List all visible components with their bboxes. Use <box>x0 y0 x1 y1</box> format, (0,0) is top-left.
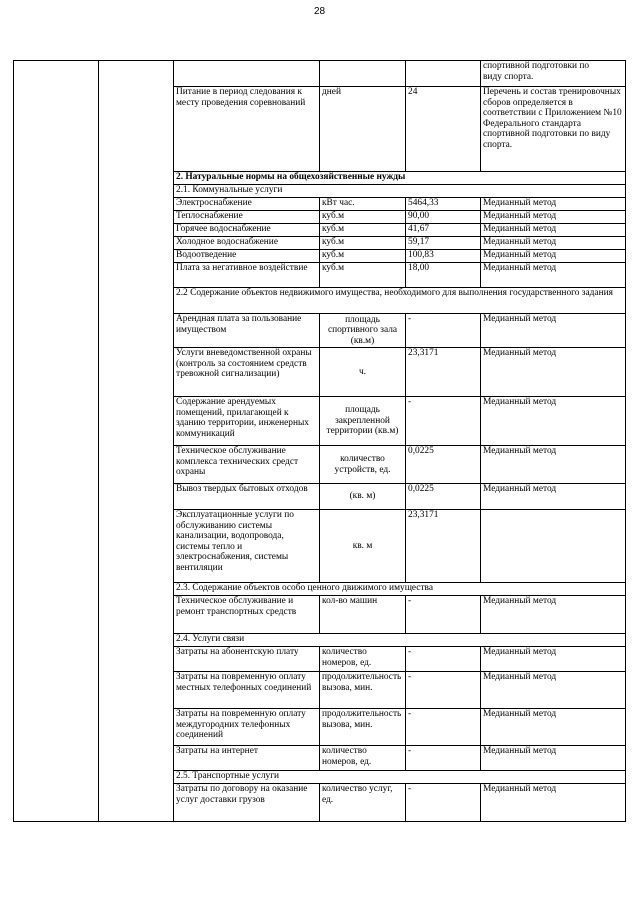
empty-column-cell <box>14 61 99 822</box>
section-title: 2. Натуральные нормы на общехозяйственные нужды <box>174 172 626 185</box>
item-method: Медианный метод <box>481 672 626 709</box>
item-method: Медианный метод <box>481 596 626 634</box>
item-name: Затраты на повременную оплату местных телефонных соединений <box>174 672 320 709</box>
item-value: 41,67 <box>406 224 481 237</box>
item-name: Содержание арендуемых помещений, прилагающей к зданию территории, инженерных коммуникаций <box>174 397 320 446</box>
item-name: Теплоснабжение <box>174 211 320 224</box>
page-number: 28 <box>313 6 326 17</box>
item-unit: кол-во машин <box>320 596 406 634</box>
item-value: - <box>406 709 481 746</box>
item-value: 23,3171 <box>406 510 481 583</box>
item-unit: кв. м <box>320 510 406 583</box>
item-name: Затраты по договору на оказание услуг доставки грузов <box>174 784 320 822</box>
item-unit: количество номеров, ед. <box>320 746 406 771</box>
empty-column-cell <box>99 61 174 822</box>
item-unit: (кв. м) <box>320 484 406 510</box>
item-value: - <box>406 314 481 348</box>
item-value: 100,83 <box>406 250 481 263</box>
item-value: - <box>406 784 481 822</box>
item-unit: количество номеров, ед. <box>320 647 406 672</box>
item-unit: продолжительность вызова, мин. <box>320 709 406 746</box>
item-value: 24 <box>406 87 481 172</box>
item-method: Медианный метод <box>481 198 626 211</box>
item-name: Водоотведение <box>174 250 320 263</box>
item-method: Медианный метод <box>481 224 626 237</box>
item-value: 0,0225 <box>406 446 481 484</box>
item-method: Медианный метод <box>481 250 626 263</box>
item-unit: площадь спортивного зала (кв.м) <box>320 314 406 348</box>
item-name: Плата за негативное воздействие <box>174 263 320 288</box>
item-method: Медианный метод <box>481 709 626 746</box>
item-name: Эксплуатационные услуги по обслуживанию системы канализации, водопровода, системы тепло и электроснабжения, системы вентиляции <box>174 510 320 583</box>
item-value: 5464,33 <box>406 198 481 211</box>
subsection-title: 2.1. Коммунальные услуги <box>174 185 626 198</box>
item-name: Затраты на интернет <box>174 746 320 771</box>
item-method: Медианный метод <box>481 348 626 397</box>
item-method: Медианный метод <box>481 237 626 250</box>
item-name: Арендная плата за пользование имуществом <box>174 314 320 348</box>
item-unit: куб.м <box>320 224 406 237</box>
item-method <box>481 510 626 583</box>
item-method: Медианный метод <box>481 446 626 484</box>
item-name: Электроснабжение <box>174 198 320 211</box>
item-name: Питание в период следования к месту проведения соревнований <box>174 87 320 172</box>
item-value: 90,00 <box>406 211 481 224</box>
item-value: - <box>406 647 481 672</box>
item-method: Медианный метод <box>481 211 626 224</box>
item-value: - <box>406 672 481 709</box>
item-method: Медианный метод <box>481 314 626 348</box>
item-name: Техническое обслуживание и ремонт транспортных средств <box>174 596 320 634</box>
item-name: Техническое обслуживание комплекса технических средст охраны <box>174 446 320 484</box>
item-value: - <box>406 746 481 771</box>
item-unit: дней <box>320 87 406 172</box>
item-unit: кВт час. <box>320 198 406 211</box>
item-method: Медианный метод <box>481 263 626 288</box>
item-name: Затраты на абонентскую плату <box>174 647 320 672</box>
table-row <box>14 61 626 87</box>
item-name: Услуги вневедомственной охраны (контроль за состоянием средств тревожной сигнализации) <box>174 348 320 397</box>
item-unit: куб.м <box>320 263 406 288</box>
item-unit: количество услуг, ед. <box>320 784 406 822</box>
item-unit: количество устройств, ед. <box>320 446 406 484</box>
item-method: Медианный метод <box>481 746 626 771</box>
item-unit: куб.м <box>320 250 406 263</box>
item-value: 18,00 <box>406 263 481 288</box>
item-unit: куб.м <box>320 211 406 224</box>
note-cell: Перечень и состав тренировочных сборов определяется в соответствии с Приложением №10 Федерального стандарта спортивной подготовки по виду спорта. <box>481 87 626 172</box>
item-method: Медианный метод <box>481 484 626 510</box>
subsection-title: 2.5. Транспортные услуги <box>174 771 626 784</box>
item-name: Вывоз твердых бытовых отходов <box>174 484 320 510</box>
item-value: 0,0225 <box>406 484 481 510</box>
item-value: - <box>406 397 481 446</box>
item-name: Холодное водоснабжение <box>174 237 320 250</box>
item-unit: куб.м <box>320 237 406 250</box>
item-value: - <box>406 596 481 634</box>
norms-table <box>13 60 626 822</box>
subsection-title: 2.4. Услуги связи <box>174 634 626 647</box>
note-cell: спортивной подготовки по виду спорта. <box>481 61 626 87</box>
item-value: 23,3171 <box>406 348 481 397</box>
subsection-title: 2.3. Содержание объектов особо ценного движимого имущества <box>174 583 626 596</box>
item-method: Медианный метод <box>481 784 626 822</box>
item-method: Медианный метод <box>481 647 626 672</box>
subsection-title: 2.2 Содержание объектов недвижимого имущества, необходимого для выполнения государственного задания <box>174 288 626 314</box>
item-name: Затраты на повременную оплату междугородних телефонных соединений <box>174 709 320 746</box>
item-unit: ч. <box>320 348 406 397</box>
item-method: Медианный метод <box>481 397 626 446</box>
item-value: 59,17 <box>406 237 481 250</box>
item-unit: площадь закрепленной территории (кв.м) <box>320 397 406 446</box>
item-unit: продолжительность вызова, мин. <box>320 672 406 709</box>
item-name: Горячее водоснабжение <box>174 224 320 237</box>
